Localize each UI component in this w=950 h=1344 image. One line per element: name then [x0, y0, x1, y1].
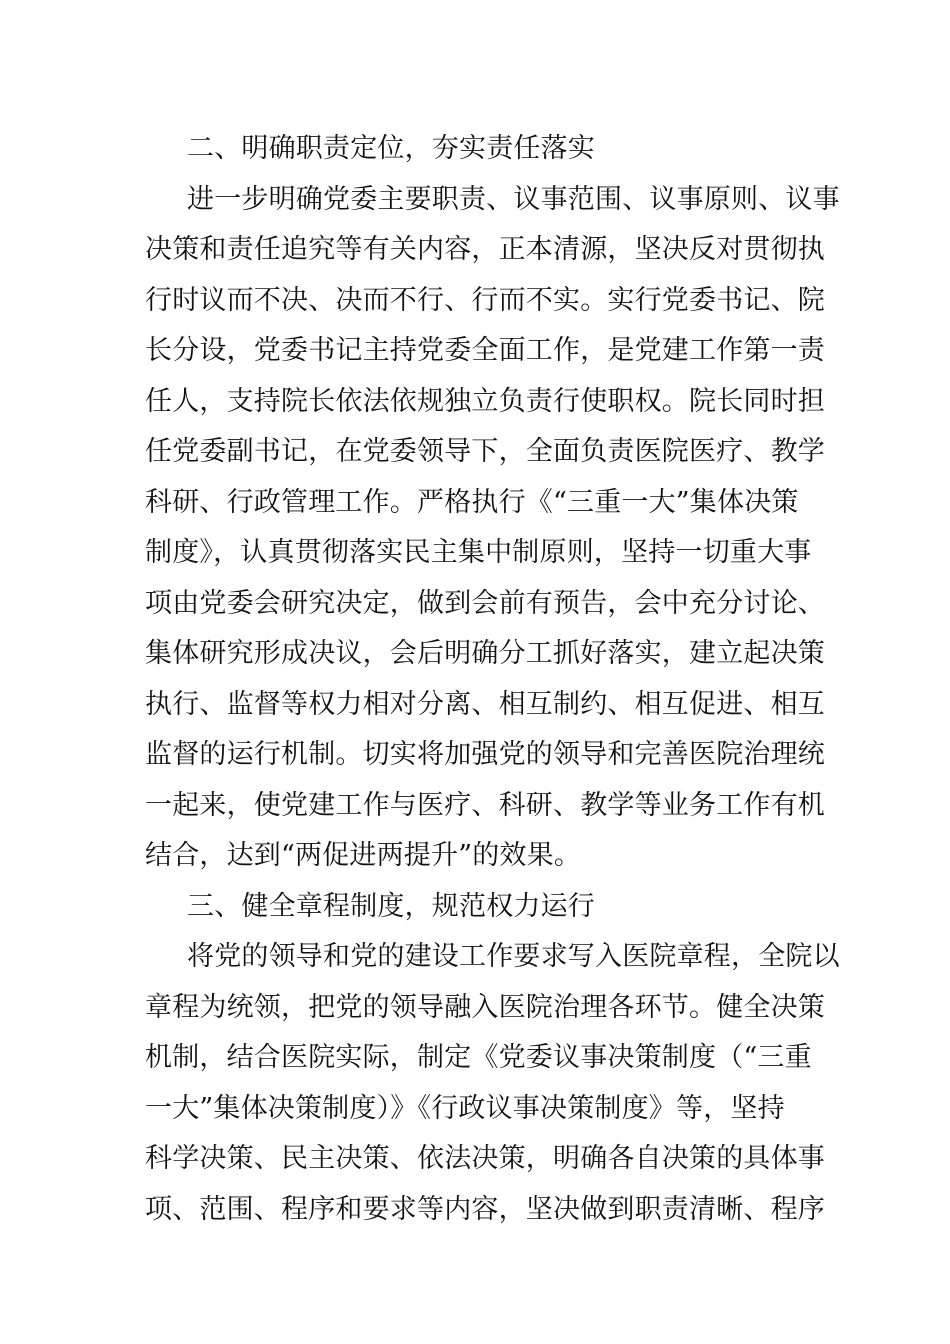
paragraph-line: 一起来，使党建工作与医疗、科研、教学等业务工作有机 [145, 789, 825, 821]
paragraph-line: 进一步明确党委主要职责、议事范围、议事原则、议事 [187, 183, 840, 215]
paragraph-line: 机制，结合医院实际，制定《党委议事决策制度（“三重 [145, 1042, 812, 1073]
paragraph-line: 一大”集体决策制度）》《行政议事决策制度》等，坚持 [145, 1092, 785, 1124]
paragraph-line: 监督的运行机制。切实将加强党的领导和完善医院治理统 [145, 739, 825, 770]
paragraph-line: 制度》，认真贯彻落实民主集中制原则，坚持一切重大事 [145, 537, 812, 568]
paragraph-line: 长分设，党委书记主持党委全面工作，是党建工作第一责 [145, 335, 825, 366]
document-body [145, 124, 840, 1235]
paragraph-line: 决策和责任追究等有关内容，正本清源，坚决反对贯彻执 [145, 234, 825, 265]
paragraph-line: 项、范围、程序和要求等内容，坚决做到职责清晰、程序 [145, 1193, 825, 1225]
paragraph-line: 任人，支持院长依法依规独立负责行使职权。院长同时担 [145, 385, 825, 417]
paragraph-line: 任党委副书记，在党委领导下，全面负责医院医疗、教学 [145, 436, 825, 467]
paragraph-line: 将党的领导和党的建设工作要求写入医院章程，全院以 [187, 941, 840, 972]
paragraph-line: 章程为统领，把党的领导融入医院治理各环节。健全决策 [145, 991, 825, 1023]
section-heading-2: 二、明确职责定位，夯实责任落实 [187, 133, 595, 164]
paragraph-line: 集体研究形成决议，会后明确分工抓好落实，建立起决策 [145, 638, 825, 669]
paragraph-line: 项由党委会研究决定，做到会前有预告，会中充分讨论、 [145, 587, 825, 619]
paragraph-line: 行时议而不决、决而不行、行而不实。实行党委书记、院 [145, 284, 825, 316]
paragraph-line: 结合，达到“两促进两提升”的效果。 [145, 840, 582, 871]
paragraph-line: 科学决策、民主决策、依法决策，明确各自决策的具体事 [145, 1143, 825, 1174]
paragraph-line: 科研、行政管理工作。严格执行《“三重一大”集体决策 [145, 486, 799, 518]
section-heading-3: 三、健全章程制度，规范权力运行 [187, 890, 595, 922]
paragraph-line: 执行、监督等权力相对分离、相互制约、相互促进、相互 [145, 688, 825, 720]
